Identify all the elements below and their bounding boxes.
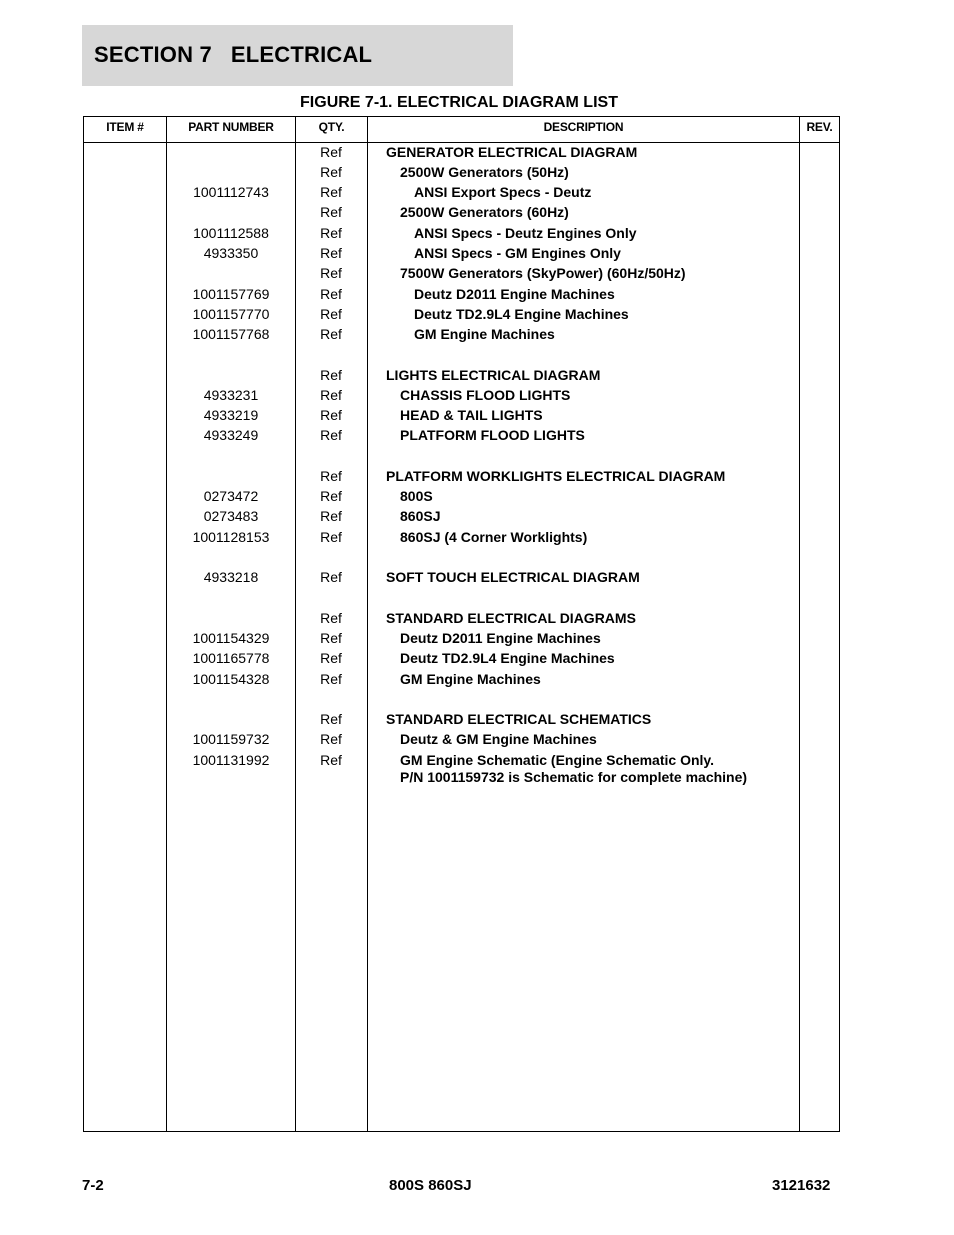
part-number-cell: 0273483 (203, 508, 259, 524)
part-number-cell: 1001154328 (192, 671, 270, 687)
table-row (0, 671, 954, 691)
table-row (0, 286, 954, 306)
description-cell: LIGHTS ELECTRICAL DIAGRAM (386, 367, 601, 383)
description-cell: 860SJ (4 Corner Worklights) (400, 529, 588, 545)
qty-cell: Ref (320, 184, 342, 200)
description-cell: Deutz TD2.9L4 Engine Machines (414, 306, 629, 322)
description-cell: 860SJ (400, 508, 441, 524)
table-row (0, 306, 954, 326)
table-row (0, 711, 954, 731)
table-row (0, 731, 954, 751)
header-part-number: PART NUMBER (188, 120, 274, 134)
qty-cell: Ref (320, 508, 342, 524)
part-number-cell: 1001128153 (192, 529, 270, 545)
section-header (82, 25, 513, 86)
qty-cell: Ref (320, 711, 342, 727)
description-cell: Deutz & GM Engine Machines (400, 731, 597, 747)
description-cell: HEAD & TAIL LIGHTS (400, 407, 543, 423)
qty-cell: Ref (320, 144, 342, 160)
qty-cell: Ref (320, 286, 342, 302)
table-row (0, 610, 954, 630)
qty-cell: Ref (320, 529, 342, 545)
qty-cell: Ref (320, 225, 342, 241)
qty-cell: Ref (320, 367, 342, 383)
table-row (0, 144, 954, 164)
qty-cell: Ref (320, 671, 342, 687)
table-row (0, 367, 954, 387)
qty-cell: Ref (320, 265, 342, 281)
qty-cell: Ref (320, 650, 342, 666)
table-row (0, 184, 954, 204)
qty-cell: Ref (320, 326, 342, 342)
header-rev: REV. (806, 120, 833, 134)
part-number-cell: 1001159732 (192, 731, 270, 747)
header-item: ITEM # (106, 120, 144, 134)
part-number-cell: 1001154329 (192, 630, 270, 646)
table-row (0, 387, 954, 407)
part-number-cell: 1001131992 (192, 752, 270, 768)
table-row (0, 630, 954, 650)
table-row (0, 508, 954, 528)
qty-cell: Ref (320, 387, 342, 403)
figure-title: FIGURE 7-1. ELECTRICAL DIAGRAM LIST (300, 94, 618, 111)
footer-page-number: 7-2 (82, 1177, 104, 1194)
description-cell: 800S (400, 488, 433, 504)
description-cell: PLATFORM WORKLIGHTS ELECTRICAL DIAGRAM (386, 468, 726, 484)
description-cell: Deutz TD2.9L4 Engine Machines (400, 650, 615, 666)
part-number-cell: 4933350 (203, 245, 259, 261)
table-row (0, 468, 954, 488)
table-row (0, 488, 954, 508)
description-cell: 7500W Generators (SkyPower) (60Hz/50Hz) (400, 265, 686, 281)
description-cell: P/N 1001159732 is Schematic for complete machine) (400, 769, 748, 785)
table-row (0, 569, 954, 589)
section-title: SECTION 7 ELECTRICAL (94, 42, 373, 67)
header-description: DESCRIPTION (543, 120, 624, 134)
description-cell: ANSI Specs - GM Engines Only (414, 245, 621, 261)
part-number-cell: 1001112588 (193, 225, 269, 241)
part-number-cell: 1001112743 (193, 184, 269, 200)
description-cell: 2500W Generators (50Hz) (400, 164, 569, 180)
table-row (0, 225, 954, 245)
footer-doc-number: 3121632 (772, 1177, 831, 1194)
part-number-cell: 4933231 (203, 387, 259, 403)
part-number-cell: 1001157768 (192, 326, 270, 342)
qty-cell: Ref (320, 488, 342, 504)
description-cell: Deutz D2011 Engine Machines (400, 630, 601, 646)
qty-cell: Ref (320, 630, 342, 646)
table-row (0, 650, 954, 670)
qty-cell: Ref (320, 752, 342, 768)
qty-cell: Ref (320, 427, 342, 443)
table-row (0, 265, 954, 285)
description-cell: GM Engine Machines (400, 671, 541, 687)
description-cell: STANDARD ELECTRICAL SCHEMATICS (386, 711, 652, 727)
part-number-cell: 4933219 (203, 407, 259, 423)
part-number-cell: 1001165778 (192, 650, 270, 666)
qty-cell: Ref (320, 569, 342, 585)
description-cell: 2500W Generators (60Hz) (400, 204, 569, 220)
table-row (0, 769, 954, 789)
header-qty: QTY. (318, 120, 345, 134)
description-cell: GM Engine Schematic (Engine Schematic Only. (400, 752, 715, 768)
part-number-cell: 1001157769 (192, 286, 270, 302)
description-cell: GENERATOR ELECTRICAL DIAGRAM (386, 144, 638, 160)
qty-cell: Ref (320, 245, 342, 261)
description-cell: CHASSIS FLOOD LIGHTS (400, 387, 571, 403)
part-number-cell: 1001157770 (192, 306, 270, 322)
qty-cell: Ref (320, 164, 342, 180)
table-row (0, 204, 954, 224)
table-row (0, 245, 954, 265)
qty-cell: Ref (320, 204, 342, 220)
qty-cell: Ref (320, 407, 342, 423)
qty-cell: Ref (320, 731, 342, 747)
qty-cell: Ref (320, 610, 342, 626)
part-number-cell: 4933218 (203, 569, 259, 585)
qty-cell: Ref (320, 306, 342, 322)
description-cell: Deutz D2011 Engine Machines (414, 286, 615, 302)
table-row (0, 427, 954, 447)
table-row (0, 529, 954, 549)
description-cell: ANSI Specs - Deutz Engines Only (414, 225, 637, 241)
part-number-cell: 4933249 (203, 427, 259, 443)
qty-cell: Ref (320, 468, 342, 484)
part-number-cell: 0273472 (203, 488, 259, 504)
description-cell: PLATFORM FLOOD LIGHTS (400, 427, 585, 443)
description-cell: SOFT TOUCH ELECTRICAL DIAGRAM (386, 569, 640, 585)
table-row (0, 326, 954, 346)
table-row (0, 164, 954, 184)
description-cell: GM Engine Machines (414, 326, 555, 342)
footer-model: 800S 860SJ (389, 1177, 472, 1194)
description-cell: ANSI Export Specs - Deutz (414, 184, 592, 200)
table-row (0, 407, 954, 427)
header-divider (83, 142, 840, 143)
description-cell: STANDARD ELECTRICAL DIAGRAMS (386, 610, 636, 626)
